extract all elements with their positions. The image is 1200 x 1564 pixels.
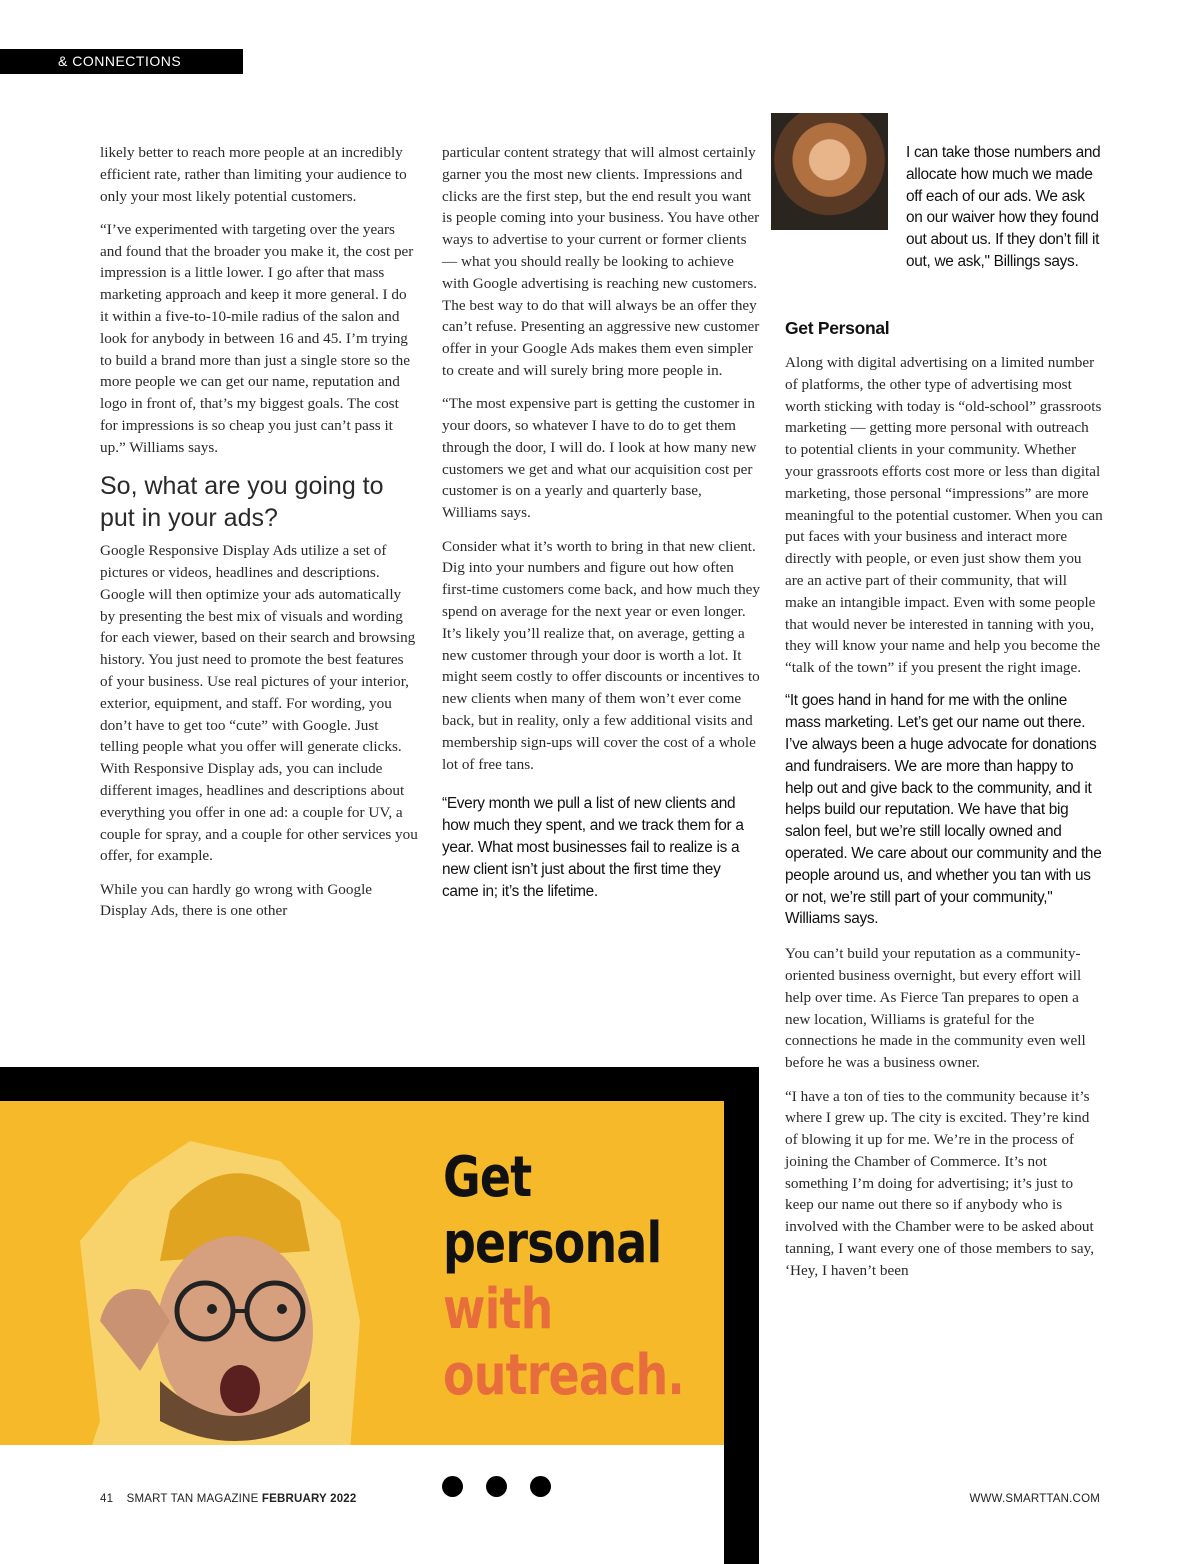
dot	[530, 1476, 551, 1497]
pull-quote: I can take those numbers and allocate how much we made off each of our ads. We ask on our waiver how they found out about us. If they don’t fill it out, we ask," Billings says.	[906, 144, 1101, 270]
paragraph: particular content strategy that will almost certainly garner you the most new clients. Impressions and clicks are the first step, but the end result you want is people coming into your business. You have other ways to advertise to your current or former clients — what you should really be looking to achieve with Google advertising is reaching new customers. The best way to do that will always be an offer they can’t refuse. Presenting an aggressive new customer offer in your Google Ads makes them even simpler to create and will surely bring more people in.	[442, 144, 760, 379]
ad-headline-line: Get	[443, 1145, 532, 1210]
ad-headline	[443, 1145, 684, 1409]
dot	[486, 1476, 507, 1497]
article-column-3	[785, 352, 1103, 1293]
paragraph: You can’t build your reputation as a community-oriented business overnight, but every effort will help over time. As Fierce Tan prepares to open a new location, Williams is grateful for the connections he made in the community even well before he was a business owner.	[785, 945, 1086, 1072]
website-link[interactable]: WWW.SMARTTAN.COM	[969, 1493, 1100, 1505]
pull-quote: “Every month we pull a list of new clients and how much they spent, and we track them for a year. What most businesses fail to realize is a new client isn’t just about the first time they came in; it’s the lifetime.	[442, 795, 744, 900]
page-number: 41	[100, 1493, 114, 1505]
paragraph: “I have a ton of ties to the community because it’s where I grew up. The city is excited. They’re kind of blowing it up for me. We’re in the process of joining the Chamber of Commerce. It’s not something I’m doing for advertising; it’s just to keep our name out there so if anybody who is involved with the Chamber were to be asked about tanning, I want every one of those members to say, ‘Hey, I haven’t been	[785, 1087, 1095, 1279]
article-column-1	[100, 142, 418, 934]
paragraph: Google Responsive Display Ads utilize a set of pictures or videos, headlines and descriptions. Google will then optimize your ads automatically by presenting the best mix of visuals and wording for each viewer, based on their search and browsing history. You just need to promote the best features of your business. Use real pictures of your interior, exterior, equipment, and staff. For wording, you don’t have to get too “cute” with Google. Just telling people what you offer will generate clicks. With Responsive Display ads, you can include different images, headlines and descriptions about everything you offer in one ad: a couple for UV, a couple for spray, and a couple for other services you offer, for example.	[100, 542, 418, 865]
magazine-name: SMART TAN MAGAZINE	[126, 1493, 259, 1505]
paragraph: “The most expensive part is getting the customer in your doors, so whatever I have to do to get them through the door, I will do. I look at how many new customers we get and what our acquisition cost per customer is on a yearly and quarterly base, Williams says.	[442, 395, 757, 522]
paragraph: Along with digital advertising on a limited number of platforms, the other type of advertising most worth sticking with today is “old-school” grassroots marketing — getting more personal with outreach to potential clients in your community. Whether your grassroots efforts cost more or less than digital marketing, those personal “impressions” are more meaningful to the potential customer. When you can put faces with your business and interact more directly with people, or even just show them you are an active part of their community, that will make an intangible impact. Even with some people that would never be interested in tanning with you, they will know your name and help you become the “talk of the town” if you present the right image.	[785, 354, 1103, 677]
section-heading: Get Personal	[785, 318, 890, 338]
headshot-quote-block	[785, 142, 1103, 273]
article-column-2	[442, 142, 760, 914]
paragraph: “I’ve experimented with targeting over the years and found that the broader you make it, the cost per impression is a little lower. I go after that mass marketing approach and keep it more general. I do it within a five-to-10-mile radius of the salon and look for anybody in between 16 and 45. I’m trying to build a brand more than just a single store so the more people we can get our name, reputation and logo in front of, that’s my biggest goals. The cost for impressions is so cheap you just can’t pass it up.” Williams says.	[100, 220, 414, 456]
footer-left	[100, 1493, 356, 1505]
section-tab: & CONNECTIONS	[0, 49, 243, 74]
decorative-dots	[442, 1476, 551, 1497]
pull-quote: “It goes hand in hand for me with the online mass marketing. Let’s get our name out there. I’ve always been a huge advocate for donations and fundraisers. We are more than happy to help out and give back to the community, and it helps build our reputation. We have that big salon feel, but we’re still locally owned and operated. We care about our community and the people around us, and whether you tan with us or not, we’re still part of your community," Williams says.	[785, 692, 1102, 928]
issue-date: FEBRUARY 2022	[261, 1493, 357, 1505]
surprised-man-illustration	[60, 1121, 390, 1445]
ad-headline-line: outreach.	[443, 1343, 684, 1408]
paragraph: While you can hardly go wrong with Google Display Ads, there is one other	[100, 880, 373, 920]
section-subhead: So, what are you going to put in your ads?	[100, 472, 384, 533]
ad-headline-line: with	[443, 1277, 553, 1342]
paragraph: likely better to reach more people at an incredibly efficient rate, rather than limiting your audience to only your most likely potential customers.	[100, 144, 407, 205]
paragraph: Consider what it’s worth to bring in that new client. Dig into your numbers and figure out how often first-time customers come back, and how much they spend on average for the next year or even longer. It’s likely you’ll realize that, on average, getting a new customer through your door is worth a lot. It might seem costly to offer discounts or incentives to new clients when many of them won’t ever come back, but in reality, only a few additional visits and membership sign-ups will cover the cost of a whole lot of free tans.	[442, 537, 761, 773]
ad-headline-line: personal	[443, 1211, 662, 1276]
dot	[442, 1476, 463, 1497]
